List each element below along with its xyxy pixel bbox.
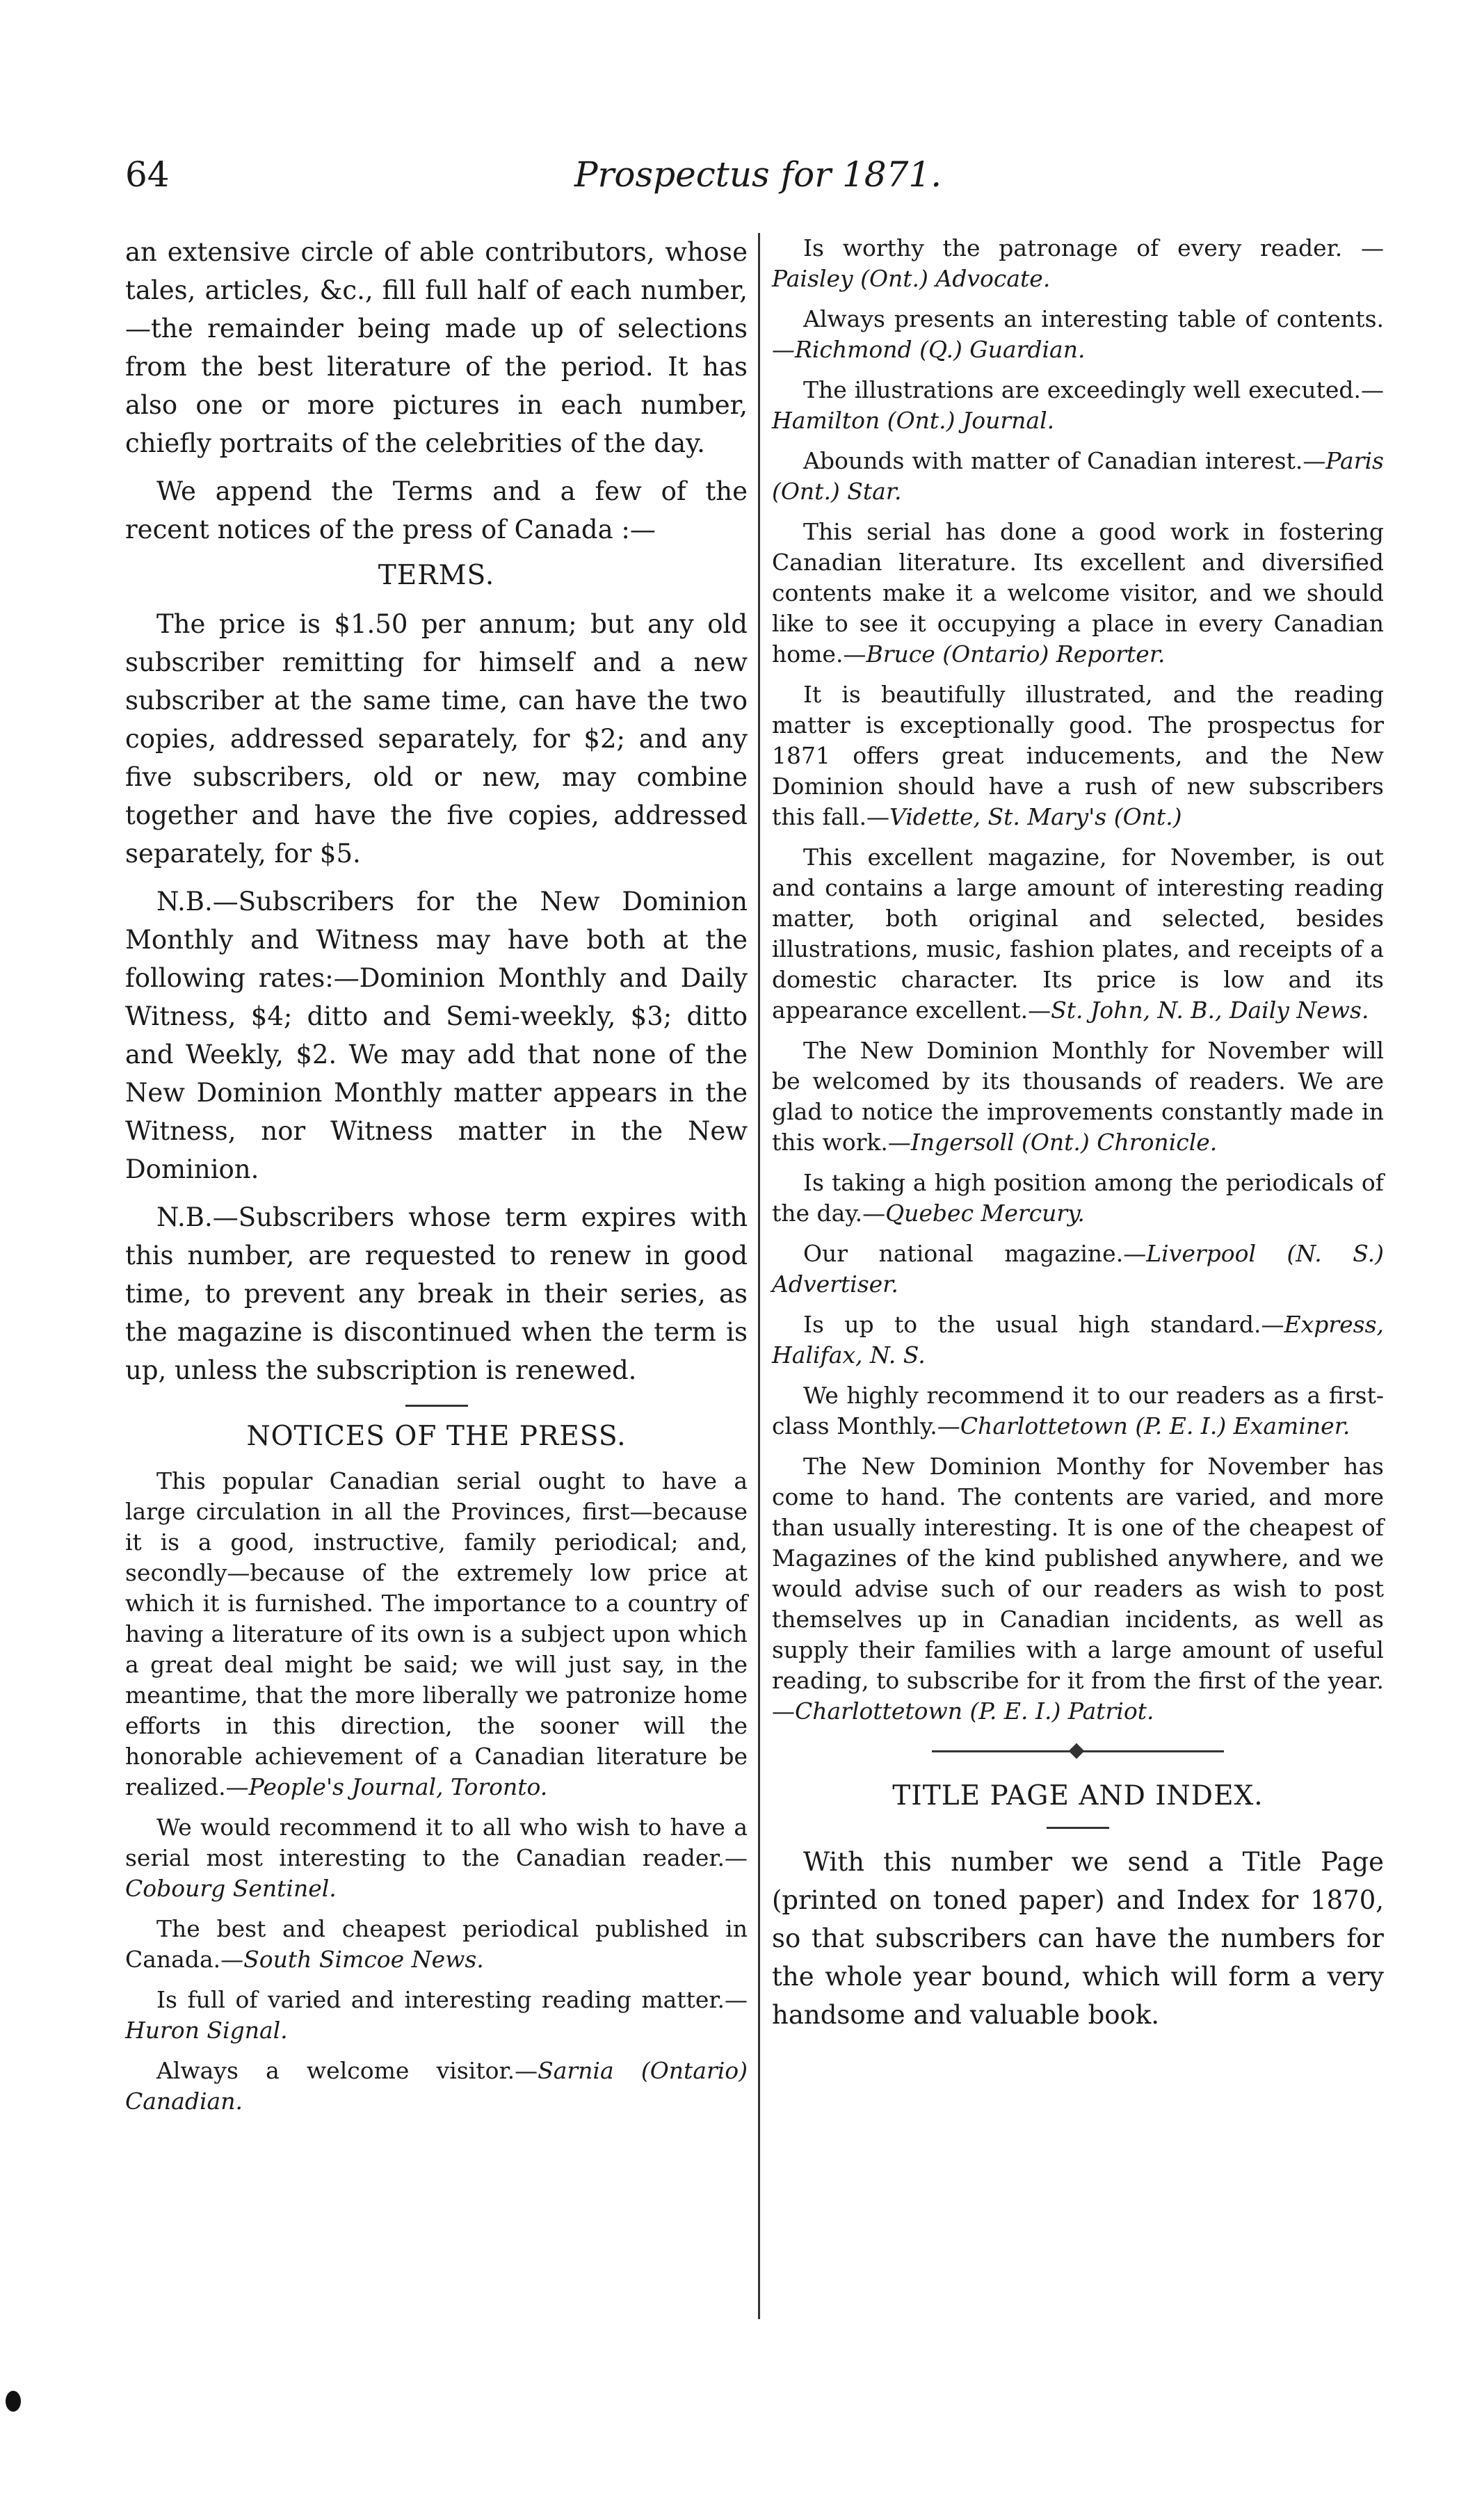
notice-source: Quebec Mercury. (885, 1200, 1085, 1227)
notice-text: Is full of varied and interesting reading matter.— (156, 1986, 748, 2013)
press-notice (772, 517, 1384, 670)
title-page-paragraph: With this number we send a Title Page (printed on toned paper) and Index for 1870, so that subscribers can have the numbers for the whole year bound, which will form a very handsome and valuable book. (772, 1847, 1384, 2030)
section-rule (1047, 1827, 1109, 1829)
notice-text: Is worthy the patronage of every reader. — (803, 234, 1384, 261)
title-page-heading: TITLE PAGE AND INDEX. (892, 1780, 1264, 1812)
notice-text: This serial has done a good work in fostering Canadian literature. Its excellent and diversified contents make it a welcome visitor, and we should like to see it occupying a place in every Canadian home.— (772, 518, 1384, 668)
notice-source: Richmond (Q.) Guardian. (795, 336, 1086, 363)
notice-text: Is up to the usual high standard.— (803, 1311, 1284, 1338)
notice-source: Sarnia (Ontario) Canadian. (125, 2057, 748, 2115)
notice-text: The illustrations are exceedingly well executed.— (803, 376, 1384, 403)
notice-source: Hamilton (Ont.) Journal. (772, 407, 1055, 434)
press-notice (772, 1380, 1384, 1442)
column-divider (758, 233, 760, 2319)
press-notice (772, 1451, 1384, 1727)
notice-source: Ingersoll (Ont.) Chronicle. (910, 1129, 1218, 1156)
notice-text: Always presents an interesting table of contents.— (772, 305, 1384, 363)
ink-blot (6, 2391, 21, 2412)
press-notice (772, 679, 1384, 832)
notice-text: The New Dominion Monthy for November has come to hand. The contents are varied, and more than usually interesting. It is one of the cheapest of Magazines of the kind published anywhere, and we would advise such of our readers as wish to post themselves up in Canadian incidents, as well as supply their families with a large amount of useful reading, to subscribe for it from the first of the year.— (772, 1453, 1384, 1725)
press-notice (772, 1035, 1384, 1158)
nb-renewal-paragraph: N.B.—Subscribers whose term expires with this number, are requested to renew in good time, to prevent any break in their series, as the magazine is discontinued when the term is up, unless the subscription is renewed. (125, 1202, 748, 1385)
press-notice (125, 1914, 748, 1975)
left-notices (125, 1466, 748, 2117)
notice-text: We would recommend it to all who wish to have a serial most interesting to the Canadian reader.— (125, 1814, 748, 1871)
left-column (125, 233, 748, 2127)
notice-source: Cobourg Sentinel. (125, 1875, 337, 1902)
notice-source: Liverpool (N. S.) Advertiser. (772, 1240, 1384, 1298)
press-notice (772, 304, 1384, 365)
notice-source: Charlottetown (P. E. I.) Examiner. (960, 1412, 1350, 1439)
notice-text: Is taking a high position among the periodicals of the day.— (772, 1169, 1384, 1227)
press-notice (772, 1309, 1384, 1371)
notice-source: St. John, N. B., Daily News. (1051, 997, 1369, 1024)
right-column (772, 233, 1384, 2044)
notice-text: The New Dominion Monthly for November will be welcomed by its thousands of readers. We are glad to notice the improvements constantly made in this work.— (772, 1037, 1384, 1156)
notice-source: Bruce (Ontario) Reporter. (866, 640, 1166, 668)
terms-heading: TERMS. (378, 560, 495, 591)
append-paragraph: We append the Terms and a few of the recent notices of the press of Canada :— (125, 476, 748, 544)
notice-source: Paisley (Ont.) Advocate. (772, 265, 1051, 292)
press-notice (772, 842, 1384, 1026)
terms-paragraph: The price is $1.50 per annum; but any old subscriber remitting for himself and a new subscriber at the same time, can have the two copies, addressed separately, for $2; and any five subscribers, old or new, may combine together and have the five copies, addressed separately, for $5. (125, 609, 748, 869)
notice-source: Charlottetown (P. E. I.) Patriot. (795, 1697, 1154, 1725)
notice-text: Always a welcome visitor.— (156, 2057, 538, 2084)
notice-source: Vidette, St. Mary's (Ont.) (889, 803, 1182, 830)
notice-source: Express, Halifax, N. S. (772, 1311, 1384, 1369)
notice-text: We highly recommend it to our readers as a first-class Monthly.— (772, 1382, 1384, 1439)
running-title: Prospectus for 1871. (574, 154, 942, 195)
notice-text: This popular Canadian serial ought to have a large circulation in all the Provinces, first—because it is a good, instructive, family periodical; and, secondly—because of the extremely low price at which it is furnished. The importance to a country of having a literature of its own is a subject upon which a great deal might be said; we will just say, in the meantime, that the more liberally we patronize home efforts in this direction, the sooner will the honorable achievement of a Canadian literature be realized.— (125, 1467, 748, 1800)
notice-text: This excellent magazine, for November, is out and contains a large amount of interesting reading matter, both original and selected, besides illustrations, music, fashion plates, and receipts of a domestic character. Its price is low and its appearance excellent.— (772, 844, 1384, 1024)
ornamental-rule (932, 1750, 1224, 1752)
notice-text: Our national magazine.— (803, 1240, 1147, 1267)
nb-rates-paragraph: N.B.—Subscribers for the New Dominion Monthly and Witness may have both at the following rates:—Dominion Monthly and Daily Witness, $4; ditto and Semi-weekly, $3; ditto and Weekly, $2. We may add that none of the New Dominion Monthly matter appears in the Witness, nor Witness matter in the New Dominion. (125, 887, 748, 1184)
notice-source: Paris (Ont.) Star. (772, 447, 1384, 505)
press-notice (772, 1168, 1384, 1229)
page-header (125, 154, 1391, 210)
press-notice (772, 1239, 1384, 1300)
notices-heading: NOTICES OF THE PRESS. (246, 1421, 627, 1452)
notice-text: The best and cheapest periodical published in Canada.— (125, 1915, 748, 1973)
notice-text: It is beautifully illustrated, and the reading matter is exceptionally good. The prospectus for 1871 offers great inducements, and the New Dominion should have a rush of new subscribers this fall.— (772, 681, 1384, 830)
press-notice (125, 1985, 748, 2046)
intro-paragraph: an extensive circle of able contributors, whose tales, articles, &c., fill full half of each number,—the remainder being made up of selections from the best literature of the period. It has also one or more pictures in each number, chiefly portraits of the celebrities of the day. (125, 237, 748, 458)
notice-source: South Simcoe News. (243, 1946, 484, 1973)
right-notices (772, 233, 1384, 1727)
press-notice (125, 1466, 748, 1802)
page-number: 64 (125, 154, 170, 195)
notice-text: Abounds with matter of Canadian interest.— (803, 447, 1326, 474)
notice-source: People's Journal, Toronto. (248, 1773, 548, 1800)
press-notice (125, 2056, 748, 2117)
section-rule (405, 1405, 468, 1407)
press-notice (772, 233, 1384, 294)
press-notice (125, 1812, 748, 1904)
notice-source: Huron Signal. (125, 2017, 288, 2044)
press-notice (772, 375, 1384, 436)
press-notice (772, 446, 1384, 507)
